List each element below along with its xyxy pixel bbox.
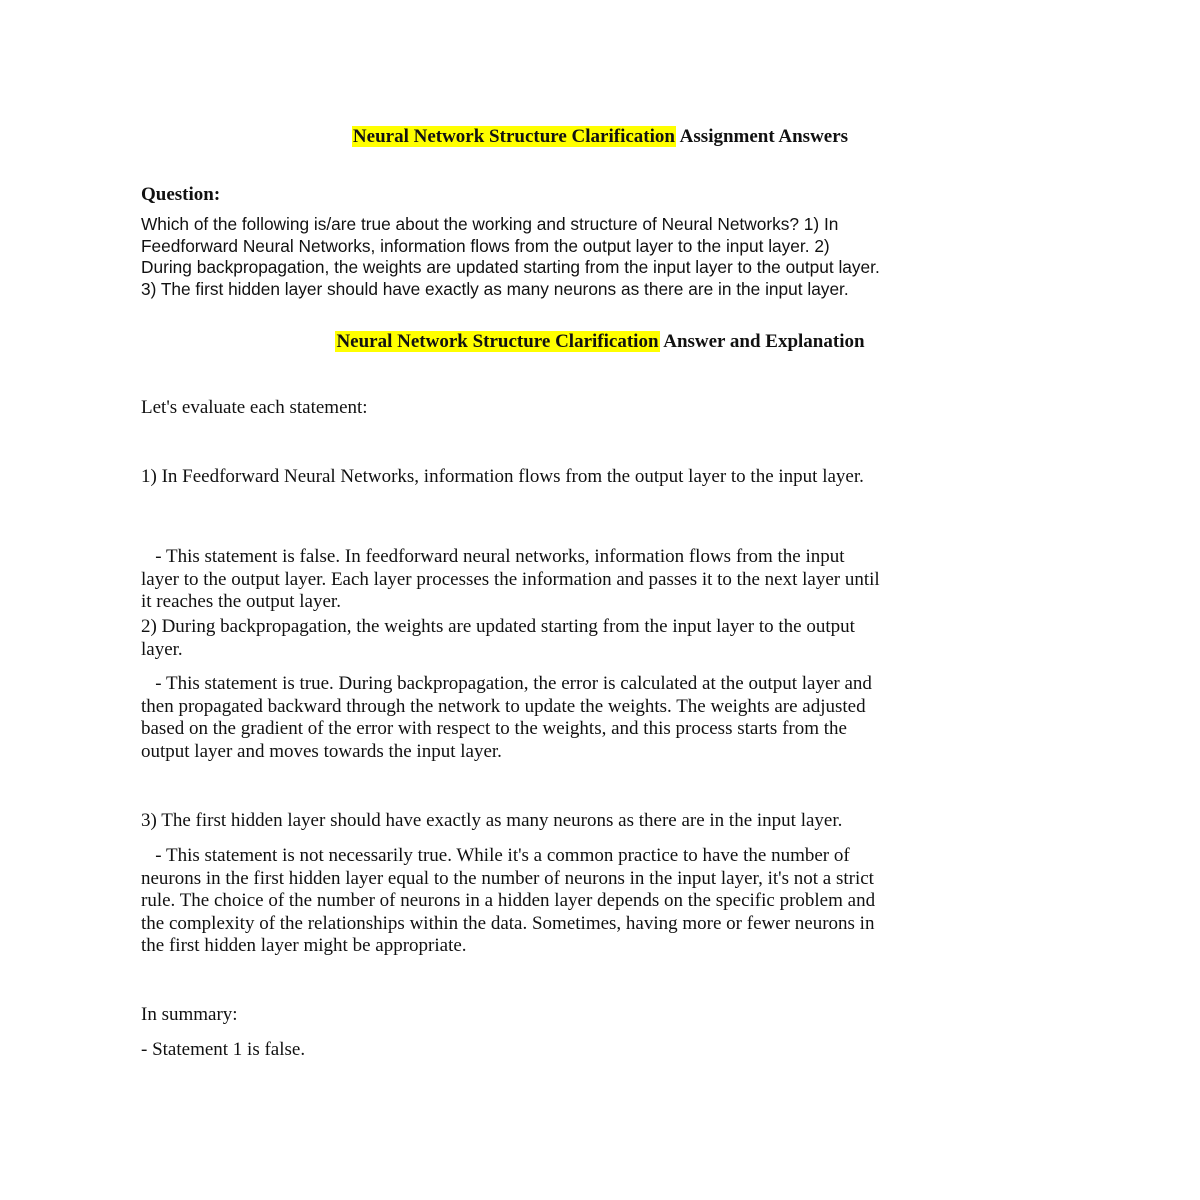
explanation-line: rule. The choice of the number of neurons in a hidden layer depends on the specific problem and <box>141 890 876 911</box>
summary-label: In summary: <box>141 1004 238 1025</box>
heading-line: layer. <box>141 638 183 660</box>
statement-2-heading <box>141 616 1071 661</box>
explanation-line: - This statement is not necessarily true. While it's a common practice to have the number of <box>141 845 850 866</box>
explanation-line: neurons in the first hidden layer equal to the number of neurons in the input layer, it's not a strict <box>141 867 874 889</box>
heading-line: 2) During backpropagation, the weights are updated starting from the input layer to the output <box>141 616 855 637</box>
title-highlight: Neural Network Structure Clarification <box>352 126 675 147</box>
intro-text: Let's evaluate each statement: <box>141 397 368 418</box>
statement-1-heading: 1) In Feedforward Neural Networks, information flows from the output layer to the input layer. <box>141 466 864 487</box>
question-label: Question: <box>141 184 221 205</box>
question-text <box>141 214 1071 301</box>
explanation-line: it reaches the output layer. <box>141 591 341 612</box>
statement-3-explanation <box>141 845 1071 958</box>
summary-item: - Statement 1 is false. <box>141 1039 306 1060</box>
explanation-line: the first hidden layer might be appropriate. <box>141 935 467 956</box>
explanation-line: based on the gradient of the error with respect to the weights, and this process starts from the <box>141 718 847 739</box>
question-line: Which of the following is/are true about the working and structure of Neural Networks? 1) In <box>141 214 839 234</box>
statement-2-explanation <box>141 673 1071 763</box>
answer-heading-highlight: Neural Network Structure Clarification <box>336 331 659 352</box>
title-rest: Assignment Answers <box>675 126 849 147</box>
question-line: Feedforward Neural Networks, information flows from the output layer to the input layer. 2) <box>141 235 830 256</box>
question-line: 3) The first hidden layer should have exactly as many neurons as there are in the input layer. <box>141 279 849 300</box>
explanation-line: layer to the output layer. Each layer processes the information and passes it to the next layer until <box>141 568 880 590</box>
explanation-line: then propagated backward through the network to update the weights. The weights are adjusted <box>141 695 866 717</box>
explanation-line: the complexity of the relationships within the data. Sometimes, having more or fewer neurons in <box>141 912 875 934</box>
explanation-line: - This statement is true. During backpropagation, the error is calculated at the output layer and <box>141 673 872 694</box>
question-line: During backpropagation, the weights are updated starting from the input layer to the output layer. <box>141 257 880 278</box>
explanation-line: output layer and moves towards the input layer. <box>141 740 502 762</box>
page-title <box>0 126 1200 148</box>
explanation-line: - This statement is false. In feedforward neural networks, information flows from the input <box>141 546 845 567</box>
statement-3-heading: 3) The first hidden layer should have exactly as many neurons as there are in the input layer. <box>141 810 843 831</box>
answer-heading-rest: Answer and Explanation <box>659 331 865 352</box>
answer-heading <box>0 331 1200 353</box>
